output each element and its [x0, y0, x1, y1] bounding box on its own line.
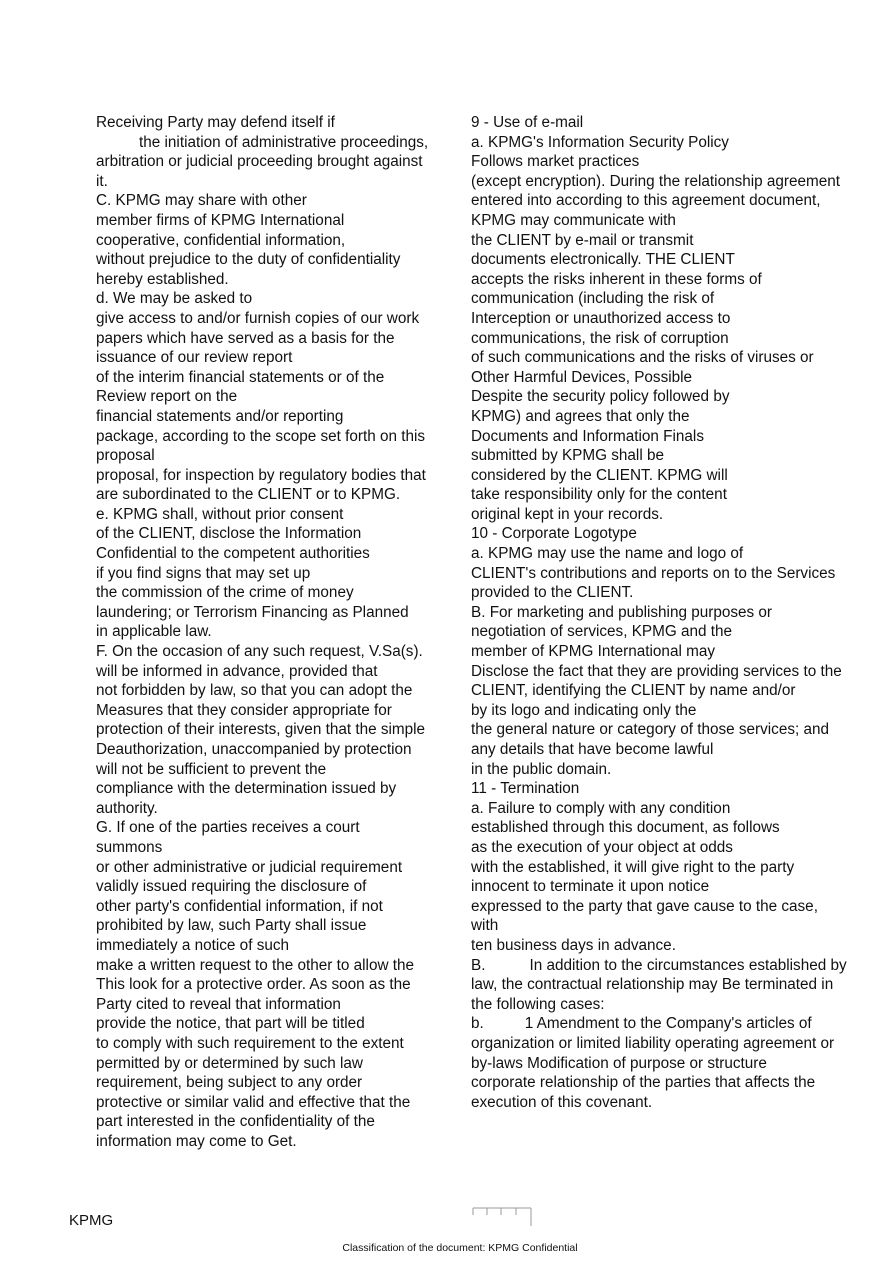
left-line: Measures that they consider appropriate for: [96, 701, 392, 719]
left-line: papers which have served as a basis for the: [96, 329, 395, 347]
left-line: laundering; or Terrorism Financing as Planned: [96, 603, 409, 621]
right-line: take responsibility only for the content: [471, 486, 727, 504]
left-line: Deauthorization, unaccompanied by protection: [96, 741, 412, 758]
left-line: provide the notice, that part will be titled: [96, 1015, 365, 1033]
left-line: it.: [96, 172, 108, 190]
text: In addition to the circumstances established by: [529, 956, 847, 974]
right-line: established through this document, as follows: [471, 819, 780, 837]
left-line: financial statements and/or reporting: [96, 407, 344, 425]
left-line: cooperative, confidential information,: [96, 231, 346, 249]
right-line: the following cases:: [471, 995, 605, 1013]
left-line: compliance with the determination issued by: [96, 780, 397, 798]
right-line: the CLIENT by e-mail or transmit: [471, 231, 694, 249]
right-line: execution of this covenant.: [471, 1093, 653, 1111]
right-line: KPMG may communicate with: [471, 211, 676, 229]
right-line: KPMG) and agrees that only the: [471, 407, 690, 425]
left-line: or other administrative or judicial requirement: [96, 858, 403, 876]
right-line: B. For marketing and publishing purposes or: [471, 603, 773, 621]
left-line: prohibited by law, such Party shall issue: [96, 917, 367, 935]
left-line: immediately a notice of such: [96, 936, 290, 954]
left-line: arbitration or judicial proceeding brought against: [96, 153, 423, 171]
left-line: to comply with such requirement to the extent: [96, 1034, 404, 1052]
left-line: hereby established.: [96, 270, 229, 288]
left-line: part interested in the confidentiality of the: [96, 1113, 375, 1131]
left-line: proposal, for inspection by regulatory bodies that: [96, 466, 426, 484]
left-line: will be informed in advance, provided that: [96, 662, 378, 680]
left-line: if you find signs that may set up: [96, 564, 311, 582]
left-column: [96, 113, 458, 1151]
right-line: expressed to the party that gave cause to the case,: [471, 897, 818, 915]
left-line: other party's confidential information, if not: [96, 897, 383, 915]
left-line: will not be sufficient to prevent the: [96, 760, 327, 778]
left-line: in applicable law.: [96, 623, 212, 641]
right-line: communications, the risk of corruption: [471, 329, 729, 347]
right-line: entered into according to this agreement document,: [471, 192, 821, 210]
right-line: in the public domain.: [471, 760, 612, 778]
left-line: not forbidden by law, so that you can adopt the: [96, 682, 413, 700]
left-line: protective or similar valid and effective that the: [96, 1093, 411, 1111]
right-line: CLIENT, identifying the CLIENT by name and/or: [471, 682, 796, 700]
left-line: Party cited to reveal that information: [96, 995, 341, 1013]
left-line: make a written request to the other to allow the: [96, 956, 415, 974]
right-line: Interception or unauthorized access to: [471, 309, 731, 327]
right-line-b-item: [471, 1014, 881, 1034]
left-line: protection of their interests, given that the simple: [96, 721, 426, 739]
left-line: member firms of KPMG International: [96, 211, 345, 229]
left-line: package, according to the scope set forth on this: [96, 427, 426, 445]
right-line: Documents and Information Finals: [471, 427, 704, 445]
right-line: by its logo and indicating only the: [471, 701, 697, 719]
right-line: considered by the CLIENT. KPMG will: [471, 466, 728, 484]
left-line: without prejudice to the duty of confidentiality: [96, 251, 401, 269]
right-line: a. KPMG's Information Security Policy: [471, 133, 729, 151]
left-line: Confidential to the competent authorities: [96, 545, 370, 563]
right-line: Other Harmful Devices, Possible: [471, 368, 693, 386]
right-line: a. KPMG may use the name and logo of: [471, 545, 744, 563]
left-line: of the interim financial statements or of the: [96, 368, 385, 386]
right-line: member of KPMG International may: [471, 643, 715, 661]
right-line: documents electronically. THE CLIENT: [471, 251, 735, 269]
right-line: provided to the CLIENT.: [471, 584, 634, 602]
left-line: e. KPMG shall, without prior consent: [96, 505, 344, 523]
left-line: issuance of our review report: [96, 349, 293, 367]
right-line: ten business days in advance.: [471, 936, 676, 954]
page-mark-icon: [472, 1207, 532, 1227]
footer-brand: KPMG: [69, 1212, 114, 1229]
right-line: (except encryption). During the relationship agreement: [471, 172, 841, 190]
left-line: F. On the occasion of any such request, V.Sa(s).: [96, 643, 423, 661]
left-line: summons: [96, 838, 163, 856]
left-line: proposal: [96, 447, 155, 465]
right-line: a. Failure to comply with any condition: [471, 799, 731, 817]
right-line: with the established, it will give right to the party: [471, 858, 795, 876]
right-line: by-laws Modification of purpose or structure: [471, 1054, 767, 1072]
right-line: the general nature or category of those services; and: [471, 721, 829, 739]
right-line: original kept in your records.: [471, 505, 664, 523]
left-line: C. KPMG may share with other: [96, 192, 307, 210]
right-line: law, the contractual relationship may Be terminated in: [471, 976, 834, 994]
right-line: of such communications and the risks of viruses or: [471, 349, 814, 367]
left-line: G. If one of the parties receives a court: [96, 819, 360, 837]
left-line: are subordinated to the CLIENT or to KPMG.: [96, 486, 401, 504]
right-line: any details that have become lawful: [471, 741, 714, 758]
left-line: the commission of the crime of money: [96, 584, 354, 602]
left-line: This look for a protective order. As soon as the: [96, 976, 411, 994]
right-line: Follows market practices: [471, 153, 640, 171]
left-line: d. We may be asked to: [96, 290, 253, 308]
right-line: 10 - Corporate Logotype: [471, 525, 637, 543]
right-line: Despite the security policy followed by: [471, 388, 730, 406]
document-classification: Classification of the document: KPMG Confidential: [342, 1242, 578, 1254]
right-line: CLIENT's contributions and reports on to the Services: [471, 564, 836, 582]
right-line: corporate relationship of the parties that affects the: [471, 1074, 816, 1092]
left-line: information may come to Get.: [96, 1132, 297, 1150]
right-line: as the execution of your object at odds: [471, 838, 733, 856]
right-line: Disclose the fact that they are providing services to the: [471, 662, 842, 680]
left-line: requirement, being subject to any order: [96, 1074, 363, 1092]
right-line: organization or limited liability operating agreement or: [471, 1034, 835, 1052]
right-line: innocent to terminate it upon notice: [471, 878, 710, 896]
left-line: Receiving Party may defend itself if: [96, 114, 335, 131]
left-line: Review report on the: [96, 388, 238, 406]
left-line: permitted by or determined by such law: [96, 1054, 363, 1072]
right-line: communication (including the risk of: [471, 290, 715, 308]
text: 1 Amendment to the Company's articles of: [524, 1015, 812, 1033]
right-line: 11 - Termination: [471, 780, 580, 798]
right-column: [471, 113, 881, 1112]
label: B.: [471, 956, 486, 974]
left-line: give access to and/or furnish copies of our work: [96, 309, 420, 327]
left-line: authority.: [96, 799, 158, 817]
right-line: negotiation of services, KPMG and the: [471, 623, 733, 641]
right-line: 9 - Use of e-mail: [471, 114, 584, 131]
right-line: accepts the risks inherent in these forms of: [471, 270, 762, 288]
right-line: with: [471, 917, 499, 935]
label: b.: [471, 1015, 484, 1033]
left-line: of the CLIENT, disclose the Information: [96, 525, 362, 543]
left-line: validly issued requiring the disclosure of: [96, 878, 367, 896]
right-line: submitted by KPMG shall be: [471, 447, 664, 465]
left-line: the initiation of administrative proceedings,: [139, 133, 429, 151]
right-line-b-section: [471, 956, 881, 976]
